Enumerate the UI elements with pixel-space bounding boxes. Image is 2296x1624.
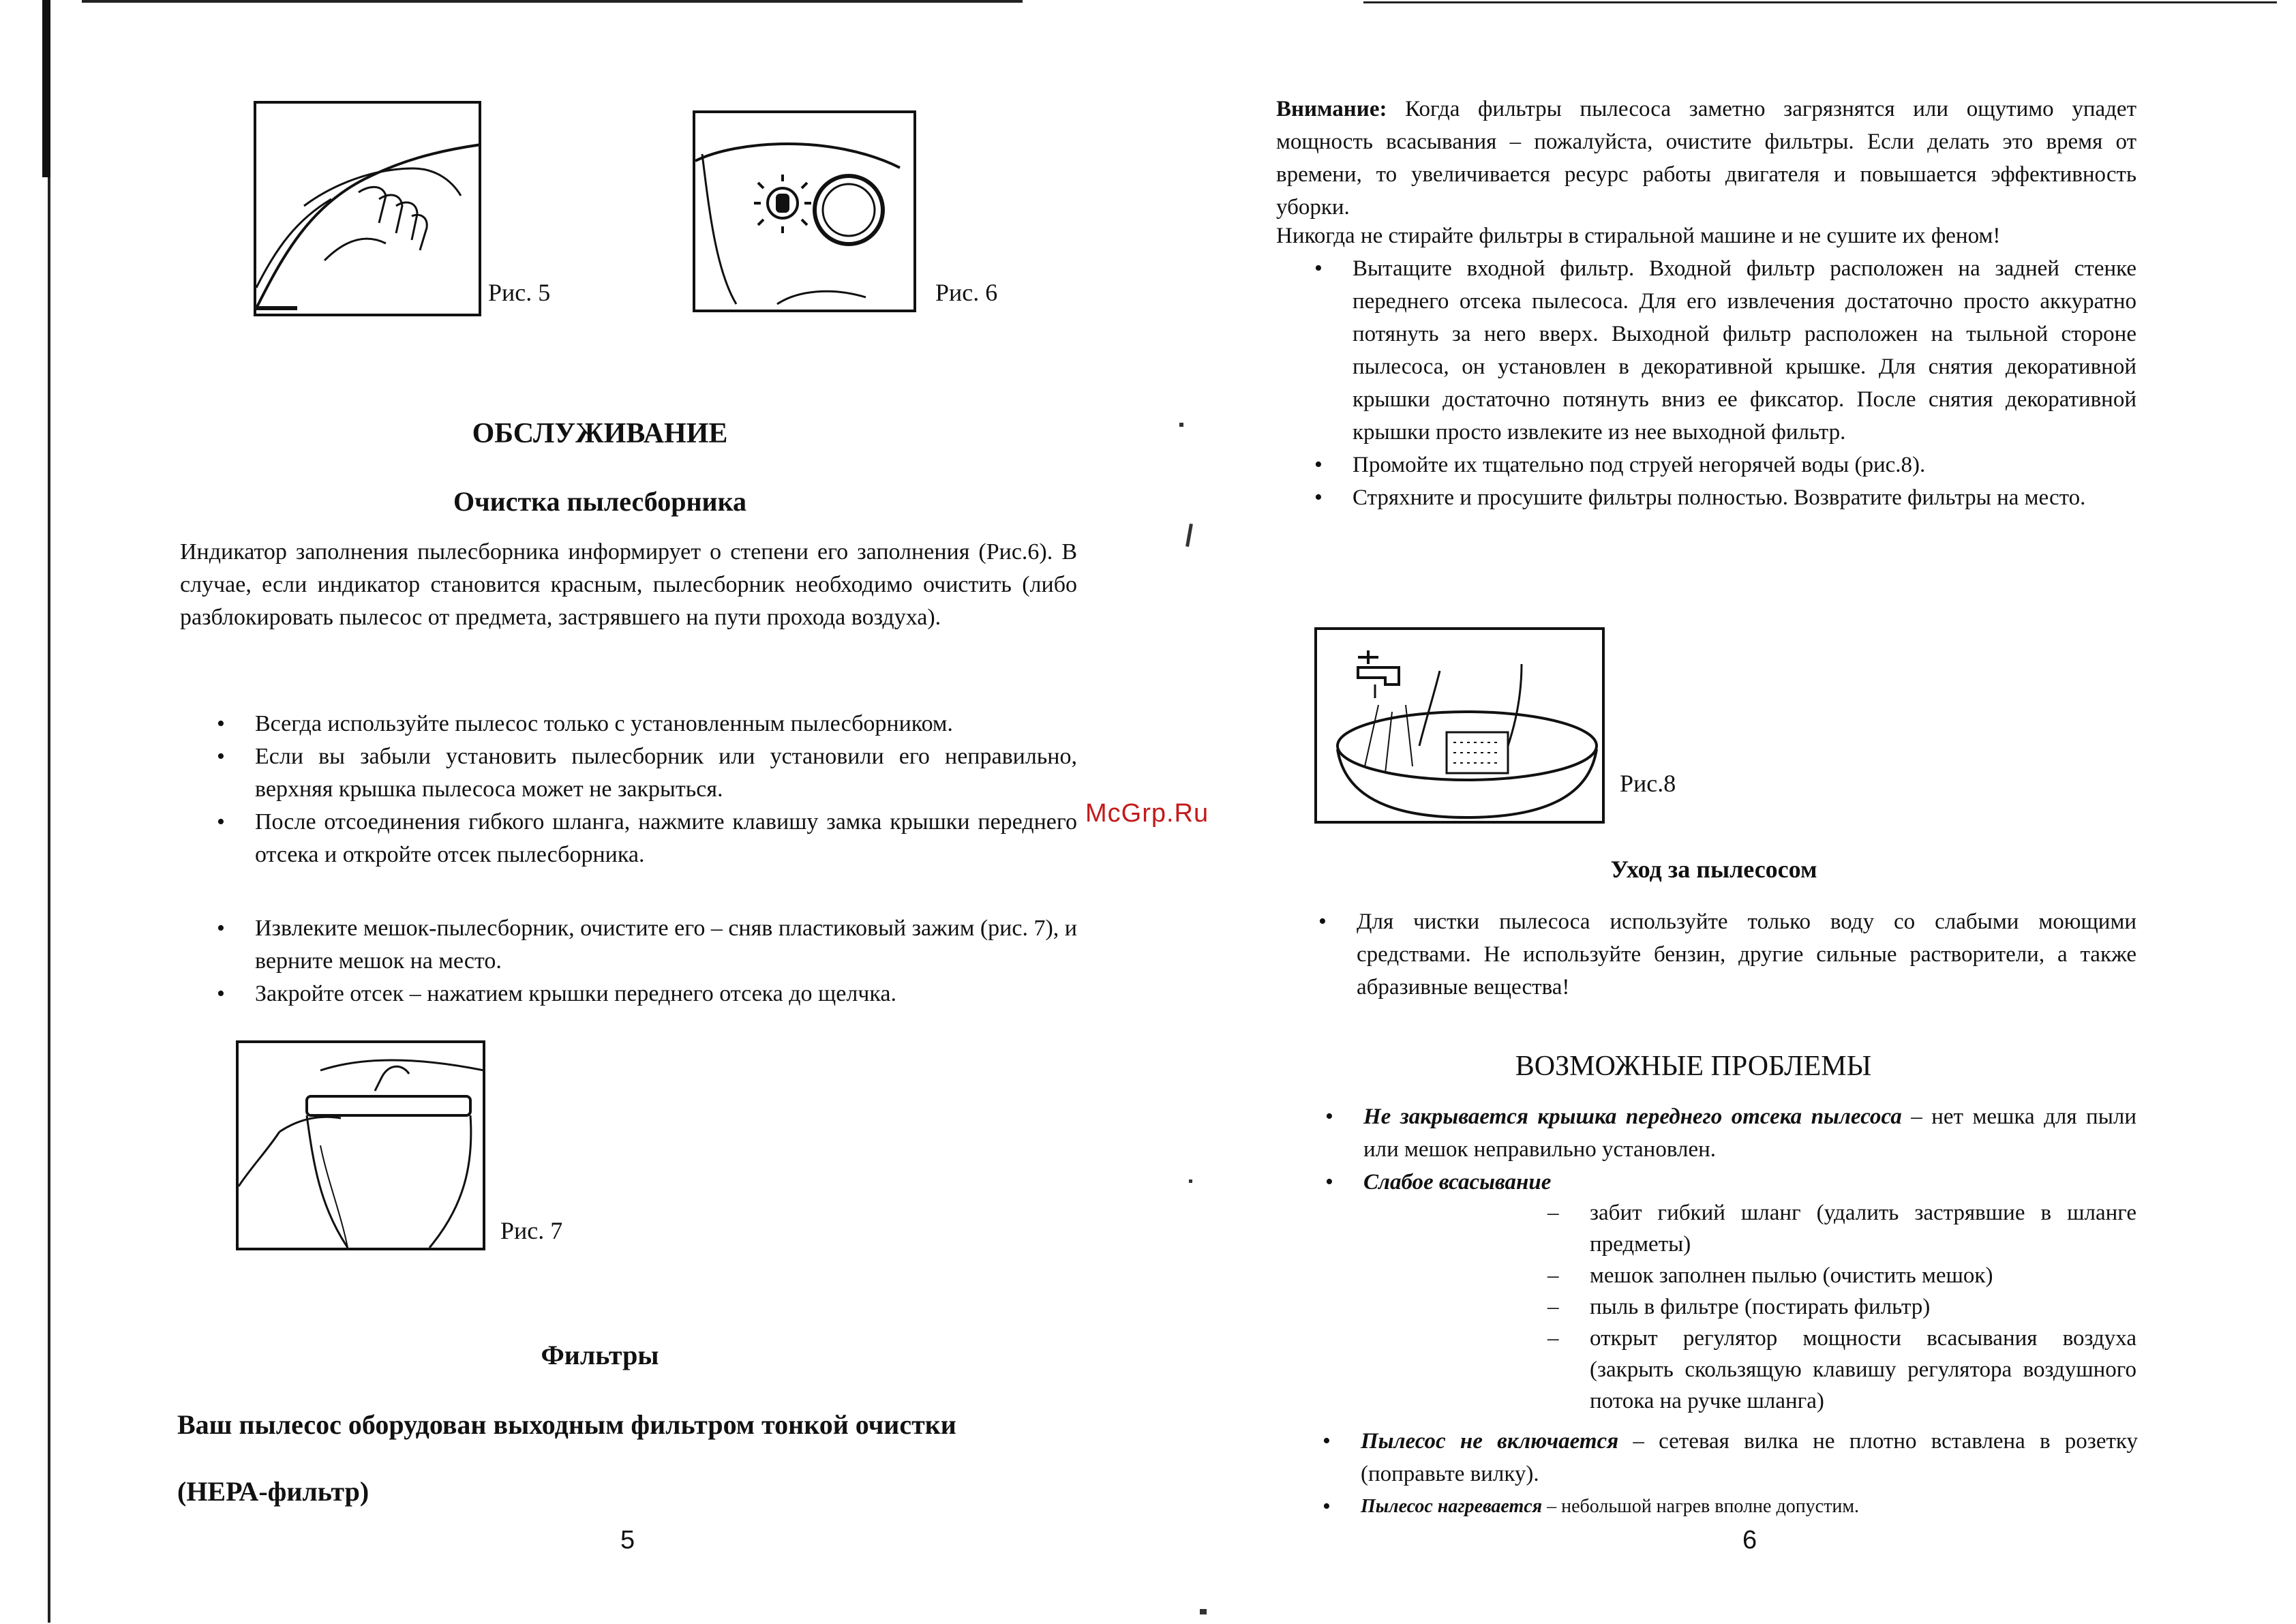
list-item: • Промойте их тщательно под струей негорячей воды (рис.8). bbox=[1314, 449, 2136, 481]
filters-intro-line-1: Ваш пылесос оборудован выходным фильтром тонкой очистки bbox=[177, 1409, 956, 1440]
hand-illustration bbox=[256, 104, 479, 314]
dash-icon: – bbox=[1547, 1295, 1559, 1319]
bullet-icon: • bbox=[217, 744, 225, 769]
bullet-icon: • bbox=[217, 809, 225, 834]
bullet-icon: • bbox=[217, 916, 225, 941]
figure-5-caption: Рис. 5 bbox=[488, 279, 551, 306]
subheading-dust-bag-cleaning: Очистка пылесборника bbox=[453, 486, 747, 517]
subheading-filters: Фильтры bbox=[541, 1340, 659, 1370]
list-item: • После отсоединения гибкого шланга, нажмите клавишу замка крышки переднего отсека и откройте отсек пылесборника. bbox=[217, 806, 1077, 871]
bag-clip-illustration bbox=[239, 1043, 483, 1248]
filters-intro-line-2: (НЕРА-фильтр) bbox=[177, 1476, 369, 1507]
cause-item: – мешок заполнен пылью (очистить мешок) bbox=[1547, 1260, 2136, 1291]
dash-icon: – bbox=[1547, 1263, 1559, 1288]
problem-item: • Пылесос нагревается – небольшой нагрев вполне допустим. bbox=[1323, 1490, 2138, 1523]
page-number-5: 5 bbox=[620, 1526, 635, 1554]
list-item: • Извлеките мешок-пылесборник, очистите его – сняв пластиковый зажим (рис. 7), и верните мешок на место. bbox=[217, 912, 1077, 978]
cause-item: – открыт регулятор мощности всасывания воздуха (закрыть скользящую клавишу регулятора воздушного потока на ручке шланга) bbox=[1547, 1323, 2136, 1417]
attention-paragraph: Внимание: Когда фильтры пылесоса заметно загрязнятся или ощутимо упадет мощность всасывания – пожалуйста, очистите фильтры. Если делать это время от времени, то увеличивается ресурс работы двигателя и повышается эффективность уборки. bbox=[1276, 97, 2136, 220]
list-item: • Вытащите входной фильтр. Входной фильтр расположен на задней стенке переднего отсека пылесоса. Для его извлечения достаточно просто аккуратно потянуть за него вверх. Выходной фильтр расположен на тыльной стороне пылесоса, он установлен в декоративной крышке. Для снятия декоративной крышки достаточно потянуть вниз ее фиксатор. После снятия декоративной крышки просто извлеките из нее выходной фильтр. bbox=[1314, 252, 2136, 449]
instructions-list-a bbox=[217, 708, 1077, 871]
list-item: • Всегда используйте пылесос только с установленным пылесборником. bbox=[217, 708, 1077, 740]
list-item: • Стряхните и просушите фильтры полностью. Возвратите фильтры на место. bbox=[1314, 481, 2136, 514]
bullet-icon: • bbox=[1323, 1494, 1331, 1519]
section-heading-maintenance: ОБСЛУЖИВАНИЕ bbox=[472, 418, 728, 449]
bullet-icon: • bbox=[1323, 1428, 1331, 1454]
figure-7-bag-clip bbox=[236, 1040, 485, 1250]
instructions-list-b bbox=[217, 912, 1077, 1010]
bullet-icon: • bbox=[217, 981, 225, 1006]
bullet-icon: • bbox=[1318, 909, 1327, 934]
figure-6-caption: Рис. 6 bbox=[935, 279, 998, 306]
indicator-paragraph: Индикатор заполнения пылесборника информирует о степени его заполнения (Рис.6). В случае, если индикатор становится красным, пылесборник необходимо очистить (либо разблокировать пылесос от предмета, застрявшего на пути прохода воздуха). bbox=[180, 539, 1077, 630]
bullet-icon: • bbox=[1325, 1104, 1333, 1129]
care-list bbox=[1318, 905, 2136, 1004]
filter-cleaning-list bbox=[1314, 252, 2136, 514]
list-item: • Если вы забыли установить пылесборник или установили его неправильно, верхняя крышка пылесоса может не закрыться. bbox=[217, 740, 1077, 806]
dash-icon: – bbox=[1547, 1326, 1559, 1351]
figure-7-caption: Рис. 7 bbox=[500, 1217, 563, 1244]
figure-6-indicator bbox=[693, 110, 916, 312]
bullet-icon: • bbox=[1314, 452, 1323, 477]
bullet-icon: • bbox=[1314, 485, 1323, 510]
list-item: • Для чистки пылесоса используйте только воду со слабыми моющими средствами. Не используйте бензин, другие сильные растворители, а также абразивные вещества! bbox=[1318, 905, 2136, 1004]
problems-list bbox=[1325, 1100, 2136, 1199]
subheading-care: Уход за пылесосом bbox=[1610, 856, 1817, 883]
washing-illustration bbox=[1317, 630, 1602, 821]
indicator-illustration bbox=[695, 113, 913, 310]
bullet-icon: • bbox=[1314, 256, 1323, 281]
cause-item: – забит гибкий шланг (удалить застрявшие в шланге предметы) bbox=[1547, 1197, 2136, 1260]
problem-item: • Пылесос не включается – сетевая вилка не плотно вставлена в розетку (поправьте вилку). bbox=[1323, 1425, 2138, 1490]
figure-8-caption: Рис.8 bbox=[1620, 770, 1676, 797]
page-6 bbox=[1148, 0, 2296, 1624]
page-number-6: 6 bbox=[1742, 1526, 1757, 1554]
problem-item: • Слабое всасывание bbox=[1325, 1166, 2136, 1199]
weak-suction-causes bbox=[1547, 1197, 2136, 1417]
never-wash-warning: Никогда не стирайте фильтры в стиральной машине и не сушите их феном! bbox=[1276, 224, 2001, 248]
figure-8-washing-filter bbox=[1314, 627, 1605, 824]
dash-icon: – bbox=[1547, 1201, 1559, 1225]
problems-list-continued bbox=[1323, 1425, 2138, 1523]
section-heading-problems: ВОЗМОЖНЫЕ ПРОБЛЕМЫ bbox=[1515, 1051, 1872, 1082]
watermark: McGrp.Ru bbox=[1085, 799, 1209, 828]
attention-label: Внимание: bbox=[1276, 97, 1387, 121]
bullet-icon: • bbox=[1325, 1169, 1333, 1194]
cause-item: – пыль в фильтре (постирать фильтр) bbox=[1547, 1291, 2136, 1323]
bullet-icon: • bbox=[217, 711, 225, 736]
problem-item: • Не закрывается крышка переднего отсека пылесоса – нет мешка для пыли или мешок неправильно установлен. bbox=[1325, 1100, 2136, 1166]
figure-5-hand-on-lid bbox=[254, 101, 481, 316]
list-item: • Закройте отсек – нажатием крышки переднего отсека до щелчка. bbox=[217, 978, 1077, 1010]
